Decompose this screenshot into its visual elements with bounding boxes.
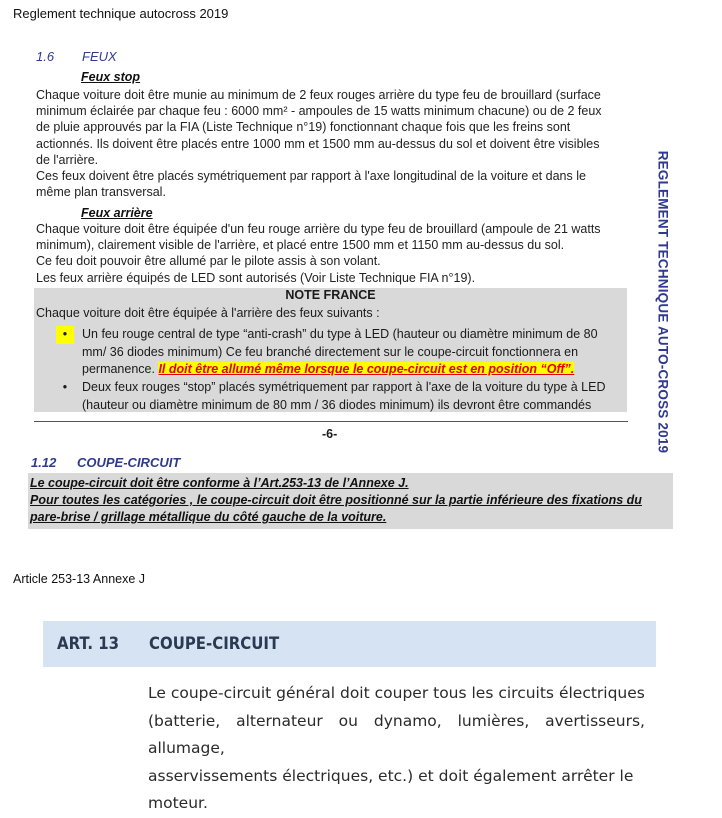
text-line: Les feux arrière équipés de LED sont autorisés (Voir Liste Technique FIA n°19). <box>36 270 476 285</box>
text-line: actionnés. Ils doivent être placés entre 1000 mm et 1500 mm au-dessus du sol et doivent être visibles <box>36 136 600 151</box>
note-france-intro: Chaque voiture doit être équipée à l'arrière des feux suivants : <box>36 306 380 320</box>
highlighted-warning: Il doit être allumé même lorsque le coupe-circuit est en position “Off”. <box>158 362 575 376</box>
article-number: ART. 13 <box>57 634 120 654</box>
section-title: COUPE-CIRCUIT <box>77 455 181 470</box>
text-line: Chaque voiture doit être équipée d'un feu rouge arrière du type feu de brouillard (ampoule de 21 watts <box>36 222 601 236</box>
list-item <box>58 326 626 379</box>
text-line: de pluie approuvés par la FIA (Liste Technique n°19) fonctionnant chaque fois que les freins sont <box>36 120 571 135</box>
feux-arriere-paragraph <box>36 221 626 286</box>
text-line: (hauteur ou diamètre minimum de 80 mm / 36 diodes minimum) ils devront être commandés <box>82 397 592 412</box>
article-body <box>148 680 645 818</box>
text-line: minimum), clairement visible de l'arrière, et placé entre 1500 mm et 1150 mm au-dessus du sol. <box>36 238 565 253</box>
list-item <box>58 379 626 414</box>
page-number: -6- <box>322 427 338 441</box>
text-line: (batterie, alternateur ou dynamo, lumières, avertisseurs, allumage, <box>148 711 645 757</box>
feux-arriere-heading <box>81 204 153 222</box>
feux-stop-paragraph <box>36 87 616 200</box>
text-line: de l'arrière. <box>36 152 99 167</box>
article-header-bar <box>43 621 656 667</box>
coupe-circuit-text <box>30 475 675 526</box>
document-title: Reglement technique autocross 2019 <box>13 6 229 21</box>
section-title: FEUX <box>82 49 117 64</box>
text-line: Chaque voiture doit être munie au minimum de 2 feux rouges arrière du type feu de brouillard (surface <box>36 88 601 102</box>
text-line <box>82 361 626 379</box>
bullet-icon: • <box>56 326 74 344</box>
section-1-12-heading <box>31 455 180 470</box>
text-line: moteur. <box>148 794 208 812</box>
text-fragment: permanence. <box>82 362 159 376</box>
subheading: Feux stop <box>81 70 141 84</box>
feux-stop-heading <box>81 68 140 86</box>
text-line: asservissements électriques, etc.) et doit également arrêter le <box>148 766 634 785</box>
side-title-text: REGLEMENT TECHNIQUE AUTO-CROSS 2019 <box>655 150 671 454</box>
text-line: Pour toutes les catégories , le coupe-circuit doit être positionné sur la partie inférieure des fixations du <box>30 493 642 507</box>
text-line: Un feu rouge central de type “anti-crash” du type à LED (hauteur ou diamètre minimum de 80 <box>82 327 598 341</box>
note-france-title: NOTE FRANCE <box>285 288 376 302</box>
article-label: Article 253-13 Annexe J <box>13 572 146 586</box>
text-line: mm/ 36 diodes minimum) Ce feu branché directement sur le coupe-circuit fonctionnera en <box>82 344 579 359</box>
text-line: Le coupe-circuit doit être conforme à l’Art.253-13 de l’Annexe J. <box>30 476 409 490</box>
section-1-6-heading <box>36 49 117 64</box>
text-line: Ces feux doivent être placés symétriquement par rapport à l'axe longitudinal de la voiture et dans le <box>36 169 586 184</box>
text-line: Deux feux rouges “stop” placés symétriquement par rapport à l'axe de la voiture du type à LED <box>82 380 606 394</box>
text-line: même plan transversal. <box>36 185 166 200</box>
side-title <box>652 150 674 454</box>
text-line: Le coupe-circuit général doit couper tous les circuits électriques <box>148 684 645 702</box>
subheading: Feux arrière <box>81 206 153 220</box>
section-number: 1.12 <box>31 455 57 470</box>
bullet-icon: • <box>62 380 68 394</box>
text-line: pare-brise / grillage métallique du côté gauche de la voiture. <box>30 510 387 524</box>
text-line: Ce feu doit pouvoir être allumé par le pilote assis à son volant. <box>36 254 381 269</box>
text-line: minimum éclairée par chaque feu : 6000 mm² - ampoules de 15 watts minimum chacune) ou de 2 feux <box>36 104 602 119</box>
article-title: COUPE-CIRCUIT <box>149 634 280 654</box>
section-number: 1.6 <box>36 49 55 64</box>
page-divider <box>34 421 628 422</box>
